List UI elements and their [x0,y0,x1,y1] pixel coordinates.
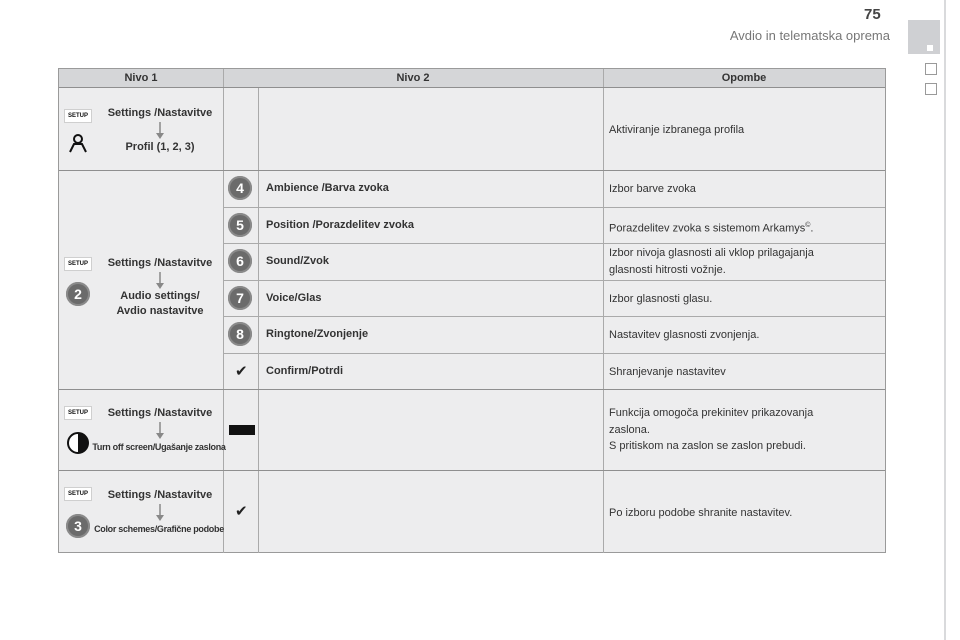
row-divider [223,280,885,281]
row-divider [59,470,885,471]
side-box-icon [925,83,937,95]
page-number: 75 [864,6,881,23]
note-confirm: Shranjevanje nastavitev [609,366,726,378]
note-ambience: Izbor barve zvoka [609,183,696,195]
note-voice: Izbor glasnosti glasu. [609,293,713,305]
header-level1: Nivo 1 [124,72,158,84]
badge-4-icon: 4 [228,176,252,200]
note-screen-1: Funkcija omogoča prekinitev prikazovanja [609,407,814,419]
level1-audio-nastavitve: Avdio nastavitve [116,305,204,317]
badge-2-icon: 2 [66,282,90,306]
header-level2: Nivo 2 [396,72,430,84]
setup-icon: SETUP [64,487,92,501]
side-tab [908,20,940,54]
page-header-title: Avdio in telematska oprema [729,28,890,43]
level1-settings: Settings /Nastavitve [107,107,213,119]
contrast-icon [65,430,91,456]
row-divider [223,353,885,354]
setup-icon: SETUP [64,109,92,123]
level1-color-schemes: Color schemes/Grafične podobe [94,524,224,534]
note-color-schemes: Po izboru podobe shranite nastavitev. [609,507,793,519]
level2-voice: Voice/Glas [266,292,322,304]
row-divider [223,243,885,244]
copyright-mark: © [805,222,811,229]
arrow-down-icon [155,272,165,290]
note-ringtone: Nastavitev glasnosti zvonjenja. [609,329,760,341]
setup-icon: SETUP [64,257,92,271]
note-sound-2: glasnosti hitrosti vožnje. [609,264,726,276]
level2-sound: Sound/Zvok [266,255,329,267]
badge-5-icon: 5 [228,213,252,237]
side-box-icon [925,63,937,75]
col-divider [258,87,259,553]
arrow-down-icon [155,122,165,140]
side-divider [944,0,946,640]
note-position-text: Porazdelitev zvoka s sistemom Arkamys [609,222,806,235]
note-screen-3: S pritiskom na zaslon se zaslon prebudi. [609,440,806,452]
row-divider [59,87,885,88]
level1-turn-off-screen: Turn off screen/Ugašanje zaslona [92,442,226,452]
check-icon: ✔ [235,363,248,380]
black-screen-icon [229,425,255,435]
note-screen-2: zaslona. [609,424,650,436]
level1-settings: Settings /Nastavitve [107,407,213,419]
level1-audio-settings: Audio settings/ [120,290,200,302]
person-icon [65,130,91,156]
badge-6-icon: 6 [228,249,252,273]
row-divider [223,207,885,208]
note-profile: Aktiviranje izbranega profila [609,124,745,136]
setup-icon: SETUP [64,406,92,420]
settings-table [58,68,886,553]
badge-7-icon: 7 [228,286,252,310]
badge-3-icon: 3 [66,514,90,538]
header-notes: Opombe [721,72,767,84]
arrow-down-icon [155,504,165,522]
note-sound-1: Izbor nivoja glasnosti ali vklop prilagajanja [609,247,814,259]
level1-settings: Settings /Nastavitve [107,489,213,501]
col-divider [223,69,224,553]
level2-position: Position /Porazdelitev zvoka [266,219,414,231]
row-divider [223,316,885,317]
badge-8-icon: 8 [228,322,252,346]
note-position-end: . [810,222,814,235]
col-divider [603,69,604,553]
level2-ringtone: Ringtone/Zvonjenje [266,328,369,340]
level2-confirm: Confirm/Potrdi [266,365,343,377]
level1-settings: Settings /Nastavitve [107,257,213,269]
row-divider [59,389,885,390]
arrow-down-icon [155,422,165,440]
check-icon: ✔ [235,503,248,520]
level2-ambience: Ambience /Barva zvoka [266,182,389,194]
note-position [609,218,813,237]
level1-profile: Profil (1, 2, 3) [125,141,195,153]
row-divider [59,170,885,171]
